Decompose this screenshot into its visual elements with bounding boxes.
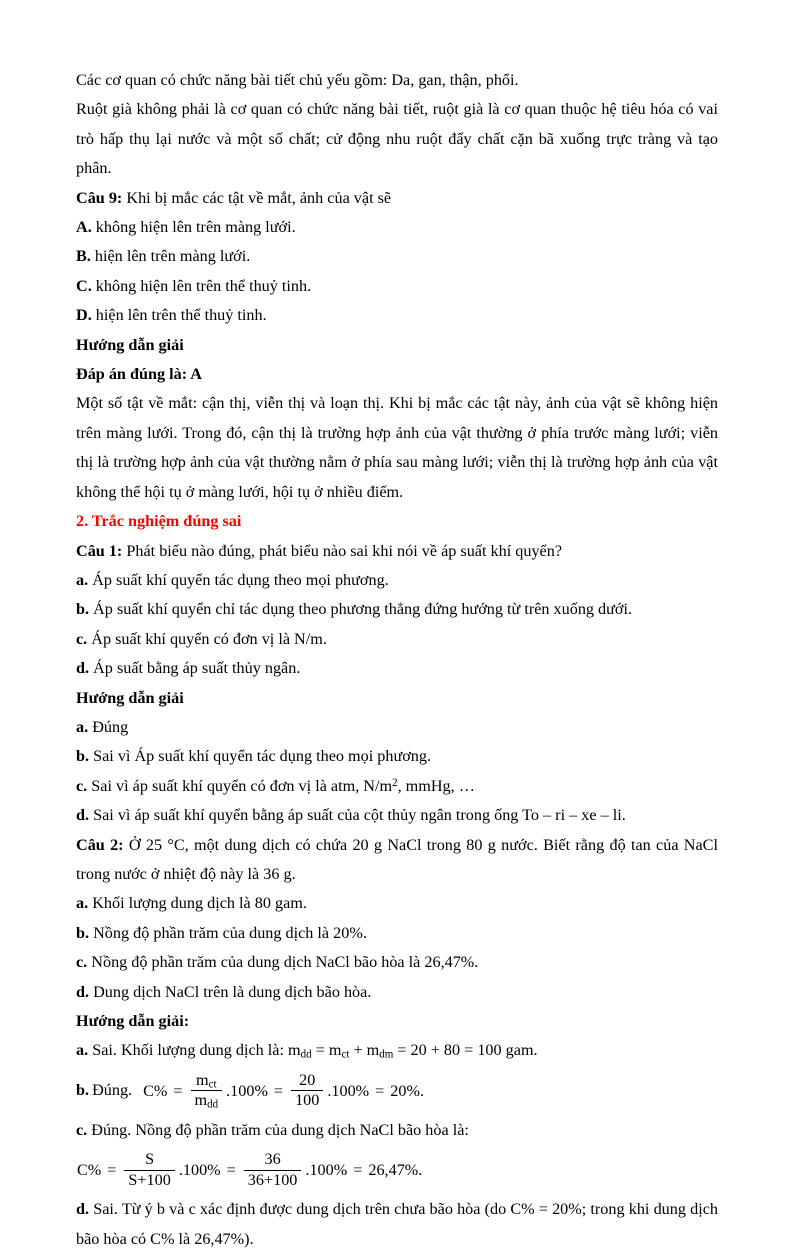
formula-equals-1: = (107, 1161, 117, 1180)
question-2-answer-c (76, 1116, 718, 1145)
option-letter: a. (76, 570, 89, 589)
option-letter: d. (76, 659, 90, 678)
formula-result: 20%. (390, 1081, 425, 1100)
question-1-option-d[interactable] (76, 654, 718, 683)
fraction-numerator: 36 (264, 1150, 281, 1169)
answer-letter: a. (76, 717, 89, 736)
formula-equals-2: = (226, 1161, 236, 1180)
fraction-numerator: S (145, 1150, 155, 1169)
formula-multiply-100-1: .100% (226, 1081, 268, 1100)
question-9-option-c[interactable] (76, 272, 718, 301)
option-letter: d. (76, 982, 90, 1001)
option-text: không hiện lên trên màng lưới. (91, 218, 296, 237)
question-2-option-d[interactable] (76, 978, 718, 1007)
answer-text: Sai. Từ ý b và c xác định được dung dịch trên chưa bão hòa (do C% = 20%; trong khi dung dịch bão hòa có C% là 26,47%). (76, 1200, 718, 1248)
intro-line-1: Các cơ quan có chức năng bài tiết chủ yếu gồm: Da, gan, thận, phổi. (76, 71, 519, 89)
formula-equals-3: = (353, 1161, 363, 1180)
option-text: Áp suất khí quyển tác dụng theo mọi phương. (88, 570, 389, 589)
fraction-denominator: S+100 (124, 1170, 174, 1189)
answer-letter: b. (76, 1081, 90, 1100)
question-2-text: Ở 25 °C, một dung dịch có chứa 20 g NaCl trong 80 g nước. Biết rằng độ tan của NaCl trong nước ở nhiệt độ này là 36 g. (76, 835, 718, 883)
subscript-ct: ct (208, 1078, 217, 1091)
option-text: Khối lượng dung dịch là 80 gam. (88, 894, 307, 913)
formula-equals-1: = (173, 1081, 183, 1100)
answer-text-pre: Sai. Khối lượng dung dịch là: m (88, 1041, 301, 1060)
answer-intro: Đúng. (92, 1081, 133, 1100)
document-body (76, 66, 718, 1254)
option-letter: A. (76, 218, 92, 237)
option-text: Áp suất bằng áp suất thủy ngân. (89, 659, 301, 678)
fraction-mct-over-mdd (191, 1072, 223, 1110)
option-text: Áp suất khí quyển chỉ tác dụng theo phương thẳng đứng hướng từ trên xuống dưới. (89, 600, 633, 619)
question-9-text: Khi bị mắc các tật về mắt, ảnh của vật sẽ (122, 188, 392, 207)
answer-letter: d. (76, 1200, 90, 1219)
question-2-answer-a (76, 1036, 718, 1065)
formula-equals-3: = (375, 1081, 385, 1100)
question-1-answer-b (76, 742, 718, 771)
question-2-stem (76, 831, 718, 890)
question-9-answer-heading: Đáp án đúng là: A (76, 365, 202, 384)
subscript-ct: ct (341, 1048, 350, 1061)
superscript-two: 2 (392, 776, 398, 789)
denominator-m: m (194, 1091, 208, 1110)
question-9-label: Câu 9: (76, 188, 123, 207)
question-9-option-d[interactable] (76, 301, 718, 330)
question-1-answer-a (76, 713, 718, 742)
fraction-numerator: 20 (299, 1070, 316, 1089)
fraction-denominator (191, 1090, 223, 1109)
answer-letter: a. (76, 1041, 89, 1060)
option-letter: b. (76, 923, 90, 942)
fraction-numerator (192, 1072, 221, 1090)
answer-text: Đúng (88, 717, 129, 736)
formula-multiply-100-2: .100% (305, 1161, 348, 1180)
formula-multiply-100-2: .100% (327, 1081, 370, 1100)
option-letter: B. (76, 247, 91, 266)
numerator-m: m (196, 1070, 209, 1089)
question-1-stem (76, 537, 718, 566)
question-1-guide-heading: Hướng dẫn giải (76, 688, 184, 707)
option-text: Dung dịch NaCl trên là dung dịch bão hòa. (89, 982, 372, 1001)
question-1-option-b[interactable] (76, 595, 718, 624)
option-letter: C. (76, 276, 92, 295)
fraction-denominator: 100 (291, 1090, 323, 1109)
fraction-denominator: 36+100 (244, 1170, 302, 1189)
answer-letter: c. (76, 776, 88, 795)
option-text: hiện lên trên màng lưới. (90, 247, 251, 266)
question-1-answer-c (76, 772, 718, 801)
subscript-dd: dd (300, 1048, 312, 1061)
answer-letter: d. (76, 806, 90, 825)
option-letter: a. (76, 894, 89, 913)
option-text: không hiện lên trên thể thuỷ tinh. (91, 276, 312, 295)
subscript-dm: dm (379, 1048, 394, 1061)
question-2-guide-heading: Hướng dẫn giải: (76, 1012, 190, 1030)
question-1-option-a[interactable] (76, 566, 718, 595)
fraction-20-over-100 (291, 1072, 323, 1110)
question-2-option-a[interactable] (76, 889, 718, 918)
answer-text-mid-2: + m (349, 1041, 380, 1060)
option-text: Nồng độ phần trăm của dung dịch là 20%. (89, 923, 367, 942)
question-1-option-c[interactable] (76, 625, 718, 654)
answer-text-post: = 20 + 80 = 100 gam. (393, 1041, 538, 1060)
question-2-label: Câu 2: (76, 835, 124, 854)
option-letter: c. (76, 629, 88, 648)
answer-text: Sai vì Áp suất khí quyển tác dụng theo mọi phương. (89, 747, 432, 766)
option-text: Nồng độ phần trăm của dung dịch NaCl bão hòa là 26,47%. (87, 953, 479, 972)
fraction-s-over-s-plus-100 (124, 1151, 174, 1189)
question-9-stem (76, 184, 718, 213)
formula-result: 26,47%. (368, 1161, 423, 1180)
question-1-answer-d (76, 801, 718, 830)
question-9-option-b[interactable] (76, 242, 718, 271)
answer-text: Sai vì áp suất khí quyển bằng áp suất của cột thủy ngân trong ống To – ri – xe – li. (89, 806, 626, 825)
question-9-option-a[interactable] (76, 213, 718, 242)
question-1-text: Phát biểu nào đúng, phát biểu nào sai khi nói về áp suất khí quyển? (122, 541, 562, 560)
option-letter: c. (76, 953, 88, 972)
question-2-answer-d (76, 1195, 718, 1254)
subscript-dd: dd (207, 1098, 219, 1111)
question-2-answer-b (76, 1066, 718, 1116)
option-text: hiện lên trên thể thuỷ tinh. (91, 306, 267, 325)
section-2-heading: 2. Trắc nghiệm đúng sai (76, 512, 242, 531)
formula-c-percent-b (142, 1072, 425, 1110)
answer-intro: Đúng. Nồng độ phần trăm của dung dịch NaCl bão hòa là: (87, 1120, 469, 1139)
formula-c-percent-c (76, 1151, 423, 1189)
answer-text-mid-1: = m (311, 1041, 342, 1060)
question-9-explanation: Một số tật về mắt: cận thị, viễn thị và loạn thị. Khi bị mắc các tật này, ảnh của vật sẽ không hiện trên màng lưới. Trong đó, cận thị là trường hợp ảnh của vật thường ở phía trước màng lưới; viễn thị là trường hợp ảnh của vật thường nằm ở phía sau màng lưới; viễn thị là trường hợp ảnh của vật không thể hội tụ ở màng lưới, hội tụ ở nhiều điểm. (76, 394, 718, 501)
answer-text-post: , mmHg, … (397, 776, 475, 795)
formula-lhs: C% (77, 1161, 102, 1180)
question-2-option-c[interactable] (76, 948, 718, 977)
question-9-guide-heading: Hướng dẫn giải (76, 335, 184, 354)
option-text: Áp suất khí quyển có đơn vị là N/m. (87, 629, 327, 648)
answer-text-pre: Sai vì áp suất khí quyển có đơn vị là atm, N/m (87, 776, 393, 795)
question-1-label: Câu 1: (76, 541, 123, 560)
formula-multiply-100-1: .100% (178, 1161, 221, 1180)
option-letter: b. (76, 600, 90, 619)
intro-line-2: Ruột già không phải là cơ quan có chức năng bài tiết, ruột già là cơ quan thuộc hệ tiêu hóa có vai trò hấp thụ lại nước và một số chất; cử động nhu ruột đẩy chất cặn bã xuống trực tràng và tạo phân. (76, 100, 718, 178)
question-2-option-b[interactable] (76, 919, 718, 948)
formula-equals-2: = (273, 1081, 284, 1100)
formula-lhs: C% (143, 1081, 168, 1100)
option-letter: D. (76, 306, 92, 325)
fraction-36-over-36-plus-100 (244, 1151, 302, 1189)
answer-letter: c. (76, 1120, 88, 1139)
answer-letter: b. (76, 747, 90, 766)
question-2-answer-c-formula (76, 1145, 718, 1195)
